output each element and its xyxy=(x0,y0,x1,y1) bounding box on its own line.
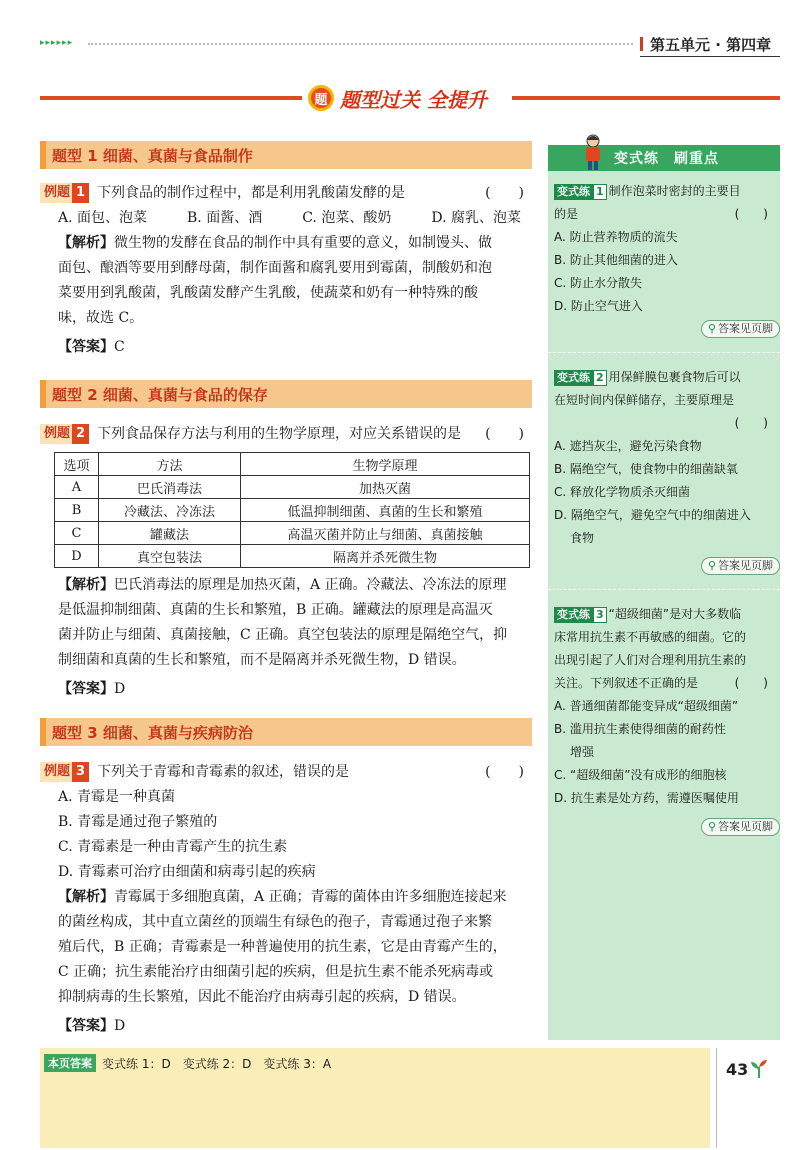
analysis-label: 【解析】 xyxy=(58,889,114,905)
example-tag: 例题 xyxy=(40,183,72,203)
option-b-continued: 增强 xyxy=(570,745,595,759)
header-underline xyxy=(640,56,780,57)
practice-number: 2 xyxy=(593,370,607,386)
banner-line-right xyxy=(512,96,780,100)
option-d: D. 抗生素是处方药，需遵医嘱使用 xyxy=(554,791,739,805)
divider xyxy=(548,352,780,353)
answer-label: 【答案】 xyxy=(58,681,114,697)
analysis-line: 的菌丝构成，其中直立菌丝的顶端生有绿色的孢子，青霉通过孢子来繁 xyxy=(58,914,492,930)
practice-text: 在短时间内保鲜储存，主要原理是 xyxy=(554,393,735,407)
example-number: 2 xyxy=(72,424,89,444)
table-row xyxy=(55,522,530,545)
divider xyxy=(548,589,780,590)
table-header-row xyxy=(55,453,530,476)
practice-2 xyxy=(554,366,776,550)
example-number: 3 xyxy=(72,762,89,782)
question-text: 下列食品的制作过程中，都是利用乳酸菌发酵的是 xyxy=(97,185,406,201)
answer-value: C xyxy=(114,339,125,355)
answer-blank: ( ) xyxy=(485,185,524,201)
footer-answers xyxy=(44,1054,331,1072)
option-c: C. 防止水分散失 xyxy=(554,276,643,290)
table-cell: B xyxy=(55,499,99,522)
section-heading-1 xyxy=(40,141,532,169)
table-row xyxy=(55,545,530,568)
answer-blank: ( ) xyxy=(734,676,768,690)
answer-blank: ( ) xyxy=(734,416,768,430)
student-figure-icon xyxy=(580,132,606,172)
section-heading-3-text: 题型 3 细菌、真菌与疾病防治 xyxy=(52,723,253,742)
table-cell: 巴氏消毒法 xyxy=(99,476,241,499)
practice-text: 出现引起了人们对合理利用抗生素的 xyxy=(554,653,747,667)
table-cell: C xyxy=(55,522,99,545)
banner xyxy=(308,82,508,114)
see-answer-text: 答案见页脚 xyxy=(718,559,773,572)
practice-number: 3 xyxy=(593,607,607,623)
analysis-line: C 正确；抗生素能治疗由细菌引起的疾病，但是抗生素不能杀死病毒或 xyxy=(58,964,494,980)
option-b: B. 滥用抗生素使得细菌的耐药性 xyxy=(554,722,726,736)
practice-text: “超级细菌”是对大多数临 xyxy=(608,607,742,621)
example-2-analysis xyxy=(40,573,532,702)
analysis-line: 菌并防止与细菌、真菌接触，C 正确。真空包装法的原理是隔绝空气，抑 xyxy=(58,627,508,643)
table-cell: 罐藏法 xyxy=(99,522,241,545)
option-a: A. 普通细菌都能变异成“超级细菌” xyxy=(554,699,739,713)
practice-text: 床常用抗生素不再敏感的细菌。它的 xyxy=(554,630,747,644)
example-2 xyxy=(40,422,532,447)
section-heading-3 xyxy=(40,718,532,746)
options-row xyxy=(40,206,532,231)
page-number: 43 xyxy=(726,1060,749,1079)
table-cell: 低温抑制细菌、真菌的生长和繁殖 xyxy=(241,499,530,522)
principle-table xyxy=(54,452,530,568)
practice-tag: 变式练 xyxy=(554,184,593,200)
table-cell: 高温灭菌并防止与细菌、真菌接触 xyxy=(241,522,530,545)
chapter-title: 第五单元 · 第四章 xyxy=(650,36,772,54)
answer-label: 【答案】 xyxy=(58,339,114,355)
analysis-line: 殖后代，B 正确；青霉素是一种普遍使用的抗生素，它是由青霉产生的， xyxy=(58,939,507,955)
option-b: B. 青霉是通过孢子繁殖的 xyxy=(58,814,218,830)
table-row xyxy=(55,499,530,522)
option-c: C. 泡菜、酸奶 xyxy=(302,210,392,226)
table-cell: 真空包装法 xyxy=(99,545,241,568)
sprout-icon xyxy=(748,1058,770,1080)
analysis-line: 味，故选 C。 xyxy=(58,310,144,326)
analysis-line: 面包、酿酒等要用到酵母菌，制作面酱和腐乳要用到霉菌，制酸奶和泡 xyxy=(58,260,492,276)
table-cell: 加热灭菌 xyxy=(241,476,530,499)
analysis-line: 制细菌和真菌的生长和繁殖，而不是隔离并杀死微生物，D 错误。 xyxy=(58,652,466,668)
table-header: 方法 xyxy=(99,453,241,476)
answer-label: 【答案】 xyxy=(58,1018,114,1034)
banner-title: 题型过关 全提升 xyxy=(340,87,487,112)
practice-panel-title: 变式练 刷重点 xyxy=(614,151,719,167)
practice-text: 制作泡菜时密封的主要目 xyxy=(608,184,741,198)
option-a: A. 遮挡灰尘，避免污染食物 xyxy=(554,439,702,453)
practice-tag: 变式练 xyxy=(554,370,593,386)
practice-1 xyxy=(554,180,776,318)
question-text: 下列关于青霉和青霉素的叙述，错误的是 xyxy=(97,764,350,780)
answer-value: D xyxy=(114,681,126,697)
analysis-line: 青霉属于多细胞真菌，A 正确；青霉的菌体由许多细胞连接起来 xyxy=(114,889,507,905)
answer-blank: ( ) xyxy=(734,207,768,221)
analysis-line: 巴氏消毒法的原理是加热灭菌，A 正确。冷藏法、冷冻法的原理 xyxy=(114,577,507,593)
example-3 xyxy=(40,760,532,1039)
practice-text: 用保鲜膜包裹食物后可以 xyxy=(608,370,741,384)
see-answer-link[interactable] xyxy=(701,320,780,338)
table-header: 生物学原理 xyxy=(241,453,530,476)
answer-blank: ( ) xyxy=(485,764,524,780)
option-d-continued: 食物 xyxy=(570,531,595,545)
example-1 xyxy=(40,181,532,360)
footer-divider xyxy=(716,1048,717,1148)
practice-number: 1 xyxy=(593,184,607,200)
answer-blank: ( ) xyxy=(485,426,524,442)
option-a: A. 青霉是一种真菌 xyxy=(58,789,176,805)
header-dotted-line xyxy=(88,43,633,45)
table-cell: 冷藏法、冷冻法 xyxy=(99,499,241,522)
analysis-line: 菜要用到乳酸菌，乳酸菌发酵产生乳酸，使蔬菜和奶有一种特殊的酸 xyxy=(58,285,478,301)
pin-icon: ⚲ xyxy=(707,820,716,833)
option-c: C. “超级细菌”没有成形的细胞核 xyxy=(554,768,727,782)
banner-line-left xyxy=(40,96,302,100)
table-row xyxy=(55,476,530,499)
option-b: B. 面酱、酒 xyxy=(187,210,263,226)
footer-answer-text: 变式练 1：D 变式练 2：D 变式练 3：A xyxy=(102,1056,332,1071)
see-answer-text: 答案见页脚 xyxy=(718,820,773,833)
analysis-line: 是低温抑制细菌、真菌的生长和繁殖，B 正确。罐藏法的原理是高温灭 xyxy=(58,602,493,618)
option-a: A. 防止营养物质的流失 xyxy=(554,230,678,244)
analysis-label: 【解析】 xyxy=(58,235,114,251)
option-c: C. 释放化学物质杀灭细菌 xyxy=(554,485,691,499)
option-a: A. 面包、泡菜 xyxy=(58,210,148,226)
analysis-label: 【解析】 xyxy=(58,577,114,593)
option-d: D. 腐乳、泡菜 xyxy=(431,210,521,226)
banner-badge-icon: 题 xyxy=(308,85,334,111)
table-cell: 隔离并杀死微生物 xyxy=(241,545,530,568)
practice-text: 的是 xyxy=(554,207,579,221)
example-tag: 例题 xyxy=(40,424,72,444)
see-answer-text: 答案见页脚 xyxy=(718,322,773,335)
header-marker xyxy=(640,37,643,51)
pin-icon: ⚲ xyxy=(707,322,716,335)
footer-tag: 本页答案 xyxy=(44,1054,96,1072)
option-d: D. 隔绝空气，避免空气中的细菌进入 xyxy=(554,508,751,522)
question-text: 下列食品保存方法与利用的生物学原理，对应关系错误的是 xyxy=(97,426,462,442)
analysis-line: 微生物的发酵在食品的制作中具有重要的意义，如制馒头、做 xyxy=(114,235,492,251)
header-arrows: ▸▸▸▸▸▸ xyxy=(40,38,74,48)
see-answer-link[interactable] xyxy=(701,818,780,836)
option-b: B. 隔绝空气，使食物中的细菌缺氧 xyxy=(554,462,738,476)
option-c: C. 青霉素是一种由青霉产生的抗生素 xyxy=(58,839,288,855)
answer-value: D xyxy=(114,1018,126,1034)
section-heading-1-text: 题型 1 细菌、真菌与食品制作 xyxy=(52,146,253,165)
analysis-line: 抑制病毒的生长繁殖，因此不能治疗由病毒引起的疾病，D 错误。 xyxy=(58,989,466,1005)
section-heading-2 xyxy=(40,380,532,408)
example-number: 1 xyxy=(72,183,89,203)
table-cell: A xyxy=(55,476,99,499)
option-d: D. 青霉素可治疗由细菌和病毒引起的疾病 xyxy=(58,864,316,880)
option-d: D. 防止空气进入 xyxy=(554,299,643,313)
practice-tag: 变式练 xyxy=(554,607,593,623)
table-cell: D xyxy=(55,545,99,568)
pin-icon: ⚲ xyxy=(707,559,716,572)
table-header: 选项 xyxy=(55,453,99,476)
option-b: B. 防止其他细菌的进入 xyxy=(554,253,678,267)
see-answer-link[interactable] xyxy=(701,557,780,575)
practice-3 xyxy=(554,603,776,810)
practice-text: 关注。下列叙述不正确的是 xyxy=(554,676,699,690)
example-tag: 例题 xyxy=(40,762,72,782)
section-heading-2-text: 题型 2 细菌、真菌与食品的保存 xyxy=(52,385,268,404)
